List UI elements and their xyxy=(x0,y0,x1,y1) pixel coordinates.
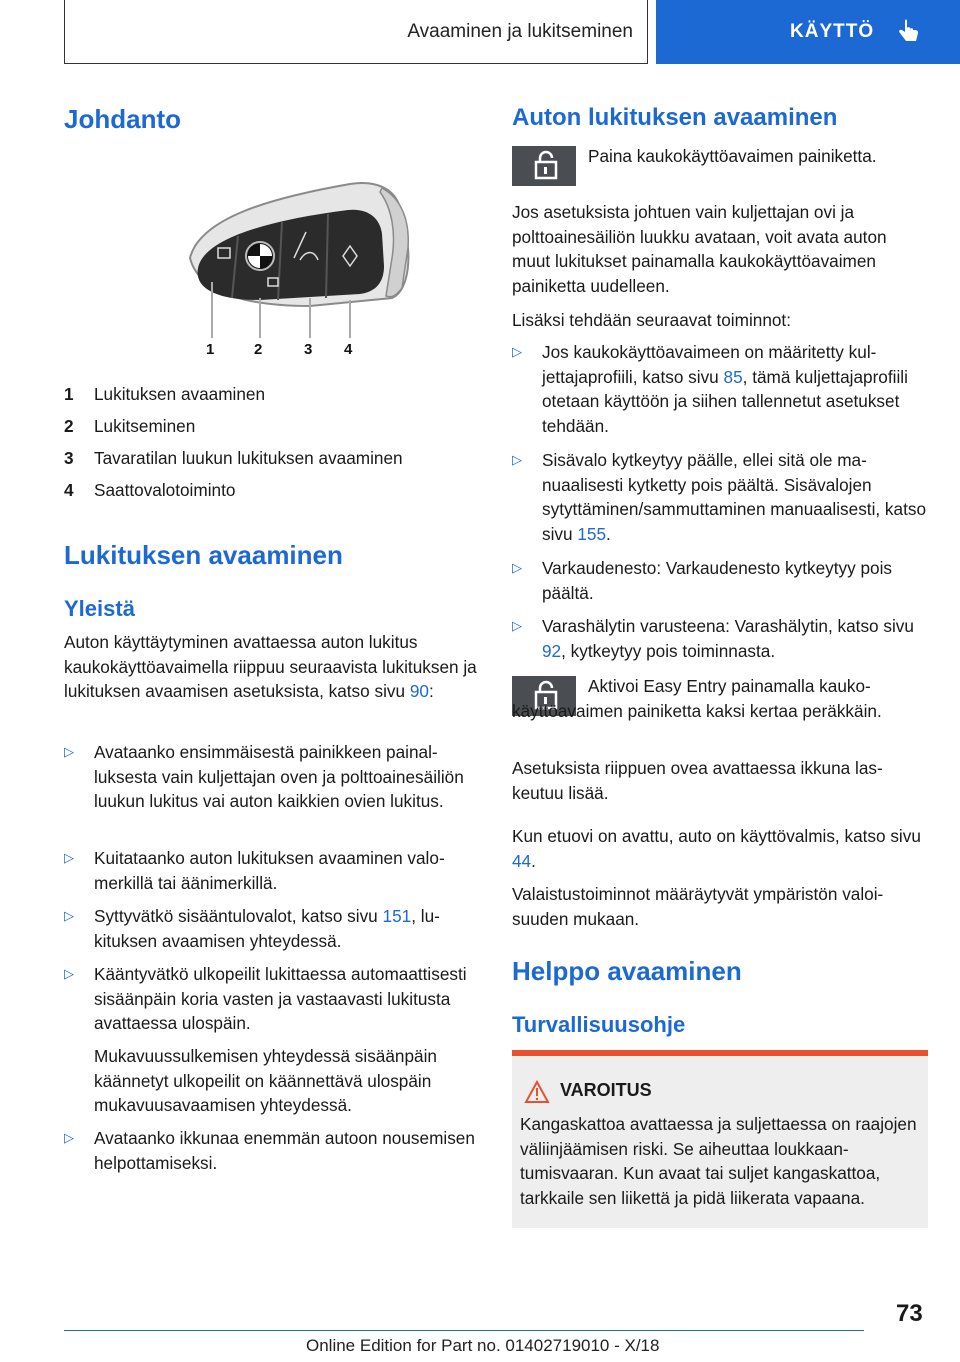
bullet-text: Avataanko ikkunaa enemmän autoon nousemisen helpottamiseksi. xyxy=(94,1128,475,1173)
easy-open-heading: Helppo avaaminen xyxy=(512,956,742,986)
legend-text: Lukituksen avaaminen xyxy=(94,384,266,404)
text-run: Kun etuovi on avattu, auto on käyttövalmis, katso sivu xyxy=(512,826,921,846)
page-link-92[interactable]: 92 xyxy=(542,640,562,661)
bullet-text xyxy=(542,340,928,438)
text-run: . xyxy=(606,523,611,544)
footer-divider xyxy=(64,1330,864,1331)
legend-num: 1 xyxy=(64,384,74,404)
bullet-triangle-icon: ▷ xyxy=(64,966,74,981)
only-driver-paragraph: Jos asetuksista johtuen vain kuljettajan ovi ja polttoainesäiliön luukku avataan, voit avata auton muut lukitukset painamalla kaukokäyttöavaimen painiketta uudelleen. xyxy=(512,202,887,296)
legend-item xyxy=(64,474,480,506)
bullet-item xyxy=(64,962,480,1036)
callout-1: 1 xyxy=(206,341,215,358)
page-link-44[interactable]: 44 xyxy=(512,850,532,871)
bullet-text: Varkaudenesto: Varkaudenesto kytkeytyy pois päältä. xyxy=(542,558,892,603)
warning-title: VAROITUS xyxy=(560,1080,652,1100)
legend-item xyxy=(64,378,480,410)
page-link-151[interactable]: 151 xyxy=(382,906,412,926)
general-paragraph xyxy=(64,630,480,704)
page-number: 73 xyxy=(896,1300,923,1327)
legend-item xyxy=(64,442,480,474)
intro-heading: Johdanto xyxy=(64,104,181,134)
warning-triangle-icon xyxy=(524,1080,550,1104)
mirror-note: Mukavuussulkemisen yhteydessä sisäänpäin käännetyt ulkopeilit on käännettävä ulospäin mukavuusavaamisen yhteydessä. xyxy=(94,1046,437,1115)
text-run: : xyxy=(428,681,434,701)
door-open-paragraph xyxy=(512,824,928,873)
bullet-text: Kääntyvätkö ulkopeilit lukittaessa automaattisesti sisäänpäin koria vasten ja vastaavasti lukitusta avattaessa ulospäin. xyxy=(94,964,467,1033)
bullet-item xyxy=(64,904,480,953)
bullet-text: Kuitataanko auton lukituksen avaaminen valomerkillä tai äänimerkillä. xyxy=(94,848,445,893)
page-link-85[interactable]: 85 xyxy=(723,366,743,387)
header-section-title: Avaaminen ja lukitseminen xyxy=(407,20,633,42)
bullet-triangle-icon: ▷ xyxy=(512,452,522,467)
bullet-item xyxy=(64,740,480,814)
text-run: , tämä kuljettajaprofiili otetaan käyttöön ja siihen tallennetut asetukset tehdään. xyxy=(542,366,908,436)
page-link-155[interactable]: 155 xyxy=(577,523,607,544)
bullet-text: Avataanko ensimmäisestä painikkeen painalluksesta vain kuljettajan oven ja polttoainesäiliön luukun lukitus vai auton kaikkien ovien lukitus. xyxy=(94,742,464,811)
warning-text: Kangaskattoa avattaessa ja suljettaessa on raajojen väliinjäämisen riski. Se aiheuttaa loukkaantumisvaaran. Kun avaat tai suljet kangaskattoa, tarkkaile sen liikettä ja pidä liikerata vapaana. xyxy=(520,1114,917,1208)
legend-num: 2 xyxy=(64,416,74,436)
bullet-item xyxy=(64,846,480,895)
footer-edition: Online Edition for Part no. 01402719010 - X/18 xyxy=(306,1336,660,1355)
bullet-text xyxy=(94,904,480,953)
key-legend xyxy=(64,378,480,506)
page-link-90[interactable]: 90 xyxy=(409,681,429,701)
callout-2: 2 xyxy=(254,341,263,358)
bullet-triangle-icon: ▷ xyxy=(64,744,74,759)
bullet-triangle-icon: ▷ xyxy=(64,908,74,923)
header-chapter-title: KÄYTTÖ xyxy=(790,21,875,42)
text-run: Varashälytin varusteena: Varashälytin, katso sivu xyxy=(542,616,914,636)
text-run: . xyxy=(531,850,536,871)
legend-text: Lukitseminen xyxy=(94,416,196,436)
bullet-triangle-icon: ▷ xyxy=(64,850,74,865)
text-run: , kytkeytyy pois toiminnasta. xyxy=(561,640,776,661)
text-run: Syttyvätkö sisääntulovalot, katso sivu xyxy=(94,906,383,926)
bullet-item xyxy=(512,556,928,605)
header-section xyxy=(64,0,648,64)
unlock-icon xyxy=(512,146,576,186)
window-paragraph: Asetuksista riippuen ovea avattaessa ikkuna laskeutuu lisää. xyxy=(512,758,883,803)
hand-pointer-icon xyxy=(896,19,922,45)
callout-4: 4 xyxy=(344,341,353,358)
bullet-text xyxy=(542,448,928,546)
unlock-car-heading: Auton lukituksen avaaminen xyxy=(512,104,838,131)
bullet-triangle-icon: ▷ xyxy=(512,344,522,359)
legend-num: 3 xyxy=(64,448,74,468)
callout-3: 3 xyxy=(304,341,313,358)
legend-num: 4 xyxy=(64,480,74,500)
text-run: , lukituksen avaamisen yhteydessä. xyxy=(94,906,440,951)
header-chapter xyxy=(656,0,960,64)
lighting-paragraph: Valaistustoiminnot määräytyvät ympäristön valoisuuden mukaan. xyxy=(512,884,884,929)
text-run: Auton käyttäytyminen avattaessa auton lukitus kaukokäyttöavaimella riippuu seuraavista lukituksen ja lukituksen avaamisen asetuksista, katso sivu xyxy=(64,632,477,701)
text-run: Jos kaukokäyttöavaimeen on määritetty kuljettajaprofiili, katso sivu xyxy=(542,342,877,387)
also-paragraph: Lisäksi tehdään seuraavat toiminnot: xyxy=(512,310,791,330)
warning-box xyxy=(512,1050,928,1228)
easy-entry-paragraph: Aktivoi Easy Entry painamalla kaukokäyttöavaimen painiketta kaksi kertaa peräkkäin. xyxy=(512,676,882,721)
safety-subheading: Turvallisuusohje xyxy=(512,1012,686,1037)
bullet-triangle-icon: ▷ xyxy=(512,618,522,633)
bullet-item xyxy=(512,614,928,663)
bullet-item xyxy=(512,448,928,546)
legend-text: Tavaratilan luukun lukituksen avaaminen xyxy=(94,448,403,468)
bullet-triangle-icon: ▷ xyxy=(512,560,522,575)
press-button-text: Paina kaukokäyttöavaimen painiketta. xyxy=(588,146,877,166)
text-run: Sisävalo kytkeytyy päälle, ellei sitä ole manuaalisesti kytketty pois päältä. Sisävalojen sytyttäminen/sammuttaminen manuaalisesti, katso sivu xyxy=(542,450,927,544)
bullet-triangle-icon: ▷ xyxy=(64,1130,74,1145)
general-subheading: Yleistä xyxy=(64,596,135,621)
legend-item xyxy=(64,410,480,442)
key-fob-illustration xyxy=(160,178,420,362)
legend-text: Saattovalotoiminto xyxy=(94,480,236,500)
bullet-item xyxy=(64,1126,480,1175)
unlock-heading: Lukituksen avaaminen xyxy=(64,540,343,570)
bullet-text xyxy=(542,614,928,663)
bullet-item xyxy=(512,340,928,438)
